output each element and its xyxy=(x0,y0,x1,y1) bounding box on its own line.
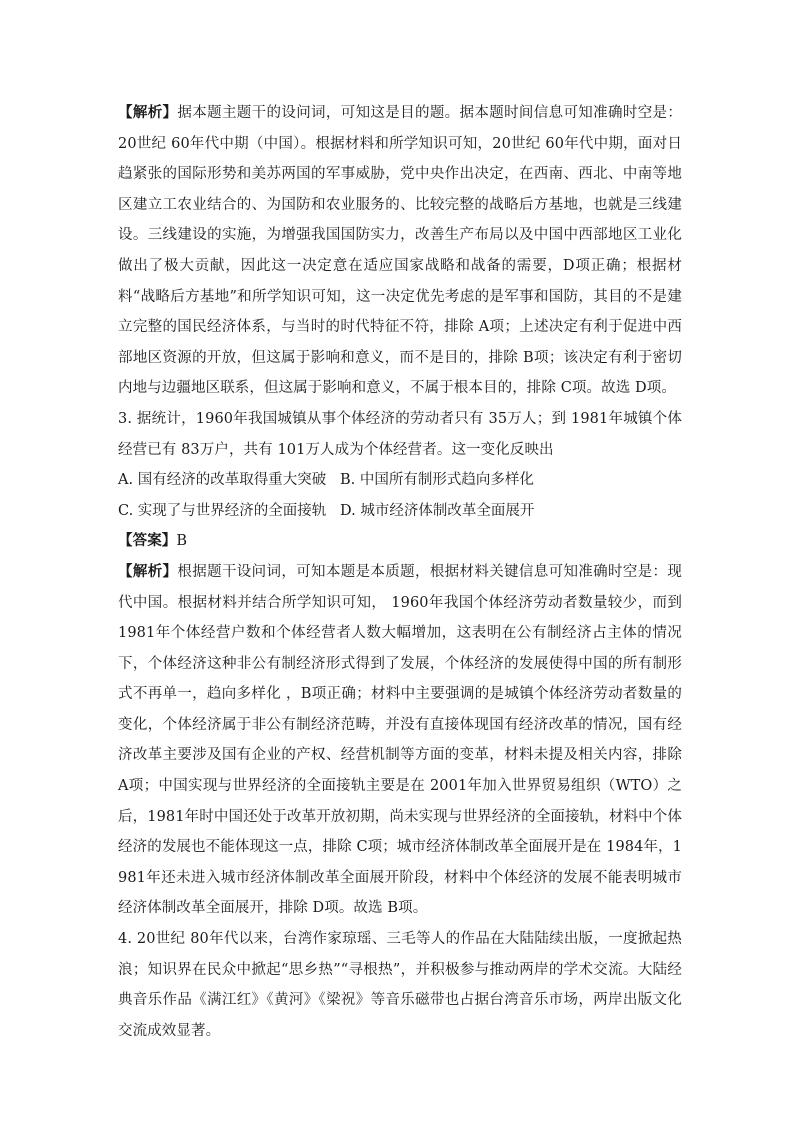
q3-analysis-text: 根据题干设问词，可知本题是本质题，根据材料关键信息可知准确时空是：现代中国。根据材料并结合所学知识可知， 1960年我国个体经济劳动者数量较少，而到 1981年个体经营户数和个体经营者人数大幅增加，这表明在公有制经济占主体的情况下，个体经济这种非公有制经济形式得到了发展，个体经济的发展使得中国的所有制形式不再单一，趋向多样化 ，B项正确；材料中主要强调的是城镇个体经济劳动者数量的变化，个体经济属于非公有制经济范畴，并没有直接体现国有经济改革的情况，国有经济改革主要涉及国有企业的产权、经营机制等方面的变革，材料未提及相关内容，排除 A项；中国实现与世界经济的全面接轨主要是在 2001年加入世界贸易组织（WTO）之后，1981年时中国还处于改革开放初期，尚未实现与世界经济的全面接轨，材料中个体经济的发展也不能体现这一点，排除 C项；城市经济体制改革全面展开是在 1984年，1981年还未进入城市经济体制改革全面展开阶段，材料中个体经济的发展不能表明城市经济体制改革全面展开，排除 D项。故选 B项。 xyxy=(118,563,682,917)
q3-stem: 3. 据统计，1960年我国城镇从事个体经济的劳动者只有 35万人；到 1981年城镇个体经营已有 83万户，共有 101万人成为个体经营者。这一变化反映出 xyxy=(118,410,682,458)
q3-option-c: C. 实现了与世界经济的全面接轨 xyxy=(118,502,327,519)
answer-tag: 【答案】 xyxy=(118,532,177,550)
q4-stem: 4. 20世纪 80年代以来，台湾作家琼瑶、三毛等人的作品在大陆陆续出版，一度掀起热浪；知识界在民众中掀起“思乡热”“寻根热”，并积极参与推动两岸的学术交流。大陆经典音乐作品《满江红》《黄河》《梁祝》等音乐磁带也占据台湾音乐市场，两岸出版文化交流成效显著。 xyxy=(118,931,682,1039)
analysis-tag: 【解析】 xyxy=(118,562,178,580)
q3-option-a: A. 国有经济的改革取得重大突破 xyxy=(118,472,327,489)
q3-option-d: D. 城市经济体制改革全面展开 xyxy=(340,502,535,519)
q3-analysis xyxy=(118,557,682,924)
q2-analysis xyxy=(118,98,682,404)
analysis-tag: 【解析】 xyxy=(118,104,178,121)
q2-analysis-text: 据本题主题干的设问词，可知这是目的题。据本题时间信息可知准确时空是：20世纪 60年代中期（中国）。根据材料和所学知识可知，20世纪 60年代中期，面对日趋紧张的国际形势和美苏两国的军事威胁，党中央作出决定，在西南、西北、中南等地区建立工农业结合的、为国防和农业服务的、比较完整的战略后方基地，也就是三线建设。三线建设的实施，为增强我国国防实力，改善生产布局以及中国中西部地区工业化做出了极大贡献，因此这一决定意在适应国家战略和战备的需要，D项正确；根据材料“战略后方基地”和所学知识可知，这一决定优先考虑的是军事和国防，其目的不是建立完整的国民经济体系，与当时的时代特征不符，排除 A项；上述决定有利于促进中西部地区资源的开放，但这属于影响和意义，而不是目的，排除 B项；该决定有利于密切内地与边疆地区联系，但这属于影响和意义，不属于根本目的，排除 C项。故选 D项。 xyxy=(118,105,682,397)
q3-options-row-1 xyxy=(118,465,682,496)
q3-answer-value: B xyxy=(176,533,188,550)
q3-option-b: B. 中国所有制形式趋向多样化 xyxy=(340,472,534,489)
q3-options-row-2 xyxy=(118,496,682,527)
document-page xyxy=(118,98,682,1046)
q3-answer xyxy=(118,526,682,557)
